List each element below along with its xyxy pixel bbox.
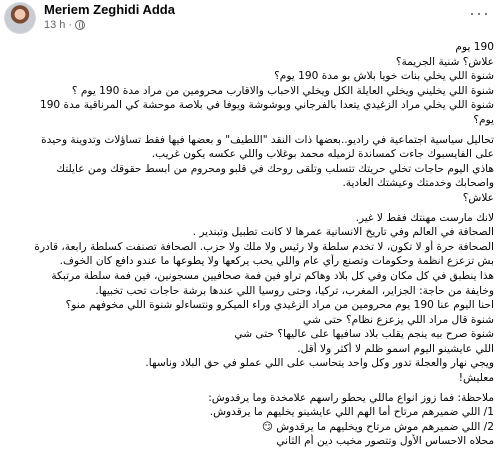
post-time[interactable]: 13 h: [44, 19, 66, 31]
post-text-line: على الفايسبوك جاءت كمساندة لزميله محمد بوغلاب واللي عكسه يكون غريب.: [151, 148, 494, 161]
post-text-line: لانك مارست مهنتك فقط لا غير.: [355, 211, 494, 224]
more-options-icon[interactable]: ···: [469, 3, 490, 23]
post-text-line: تحاليل سياسية اجتماعية في راديو..بعضها ذات النقد "اللطيف" و بعضها فيها فقط تساؤلات وتدوينة وحيدة: [41, 133, 494, 146]
author-name[interactable]: Meriem Zeghidi Adda: [44, 2, 175, 17]
post-text-line: الصحافة في العالم وفي تاريخ الانسانية عمرها لا كانت تطبيل وتبندير .: [192, 226, 494, 239]
post-meta: [44, 19, 85, 31]
post-text-line: شنوة صرح بيه ينجم يقلب بلاد سافيها على عاليها؟ حتى شي: [234, 328, 494, 341]
post-text-line: شنوة اللي يخلي مراد الزغيدي يتعدا بالفرجاني وبوشوشة ويوفا في بلاصة موحشة كي المرناقية مدة 190: [39, 99, 494, 112]
globe-icon[interactable]: [75, 20, 85, 30]
post-text-line: ملاحظة: فما زوز انواع ماللي يحطو راسهم علامخدة وما يرقدوش:: [208, 391, 494, 404]
post-text-line: شنوة اللي يخليني ويخلي العايلة الكل ويخلي الاحباب والاقارب محرومين من مراد مدة 190 يوم ؟: [71, 84, 494, 97]
post-text-line: الصحافة حرة أو لا تكون، لا تخدم سلطة ولا رئيس ولا ملك ولا حزب. الصحافة تصنفت كسلطة رابعة، قادرة: [34, 240, 494, 253]
post-text-line: هاذي اليوم حاجات تخلي حريتك تتسلب وتلقى روحك في قلبو ومحروم من ابسط حقوقك ومن عايلتك: [56, 162, 494, 175]
post-text-line: 190 يوم: [455, 41, 494, 53]
post-text: [4, 40, 494, 449]
post-text-line: 1/ اللي ضميرهم مرتاح أما الهم اللي عايشينو يخليهم ما يرقدوش.: [209, 406, 494, 419]
post-text-line: شنوة قال مراد اللي يزعزع نظام؟ حتى شي: [303, 313, 494, 326]
post-text-line: هذا ينطبق في كل مكان وفي كل بلاد وهاكم تراو فين فمة صحافيين مسجونين، فين فمة سلطة مرتبكة: [51, 269, 494, 282]
post-text-line: اللي عايشينو اليوم اسمو ظلم لا أكثر ولا أقل.: [297, 342, 494, 355]
post-text-line: ويجي نهار والعجلة تدور وكل واحد يتحاسب على اللي عملو في حق البلاد وناسها.: [145, 357, 494, 370]
post-text-line: 2/ اللي ضميرهم موش مرتاح ويخليهم ما يرقدوش 😏: [261, 420, 494, 433]
post-text-line: واصحابك وخدمتك وعيشتك العادية.: [342, 177, 494, 190]
post-text-line: شنوة اللي يخلي بنات خويا بلاش بو مدة 190 يوم؟: [274, 70, 494, 83]
post-header: [0, 0, 500, 36]
post-text-line: محلاه الاحساس الأول وتتصور مخيب دين أم الثاني: [276, 435, 494, 448]
meta-separator: ·: [68, 19, 73, 31]
post-text-line: علاش؟: [462, 191, 494, 204]
post-text-line: معليش!: [458, 372, 494, 385]
post-text-line: علاش؟ شنية الجريمة؟: [395, 55, 494, 68]
post-text-line: احنا اليوم عنا 190 يوم محرومين من مراد الزغيدي وراء الميكرو ونتساءلو شنوة اللي مخوفهم منو؟: [65, 299, 494, 312]
post-text-line: وخايفة من حاجة: الجزاير، المغرب، تركيا، وحتى روسيا اللي عندها برشة حاجات تحب تخبيها.: [95, 284, 494, 297]
post-text-line: بش تزعزع انظمة وحكومات وتصنع رأي عام واللي يحب يركعها ولا يطوعها ما عندو دافع كان الخوف.: [59, 255, 494, 268]
author-avatar[interactable]: [4, 2, 36, 34]
post-text-line: يوم؟: [473, 113, 494, 126]
